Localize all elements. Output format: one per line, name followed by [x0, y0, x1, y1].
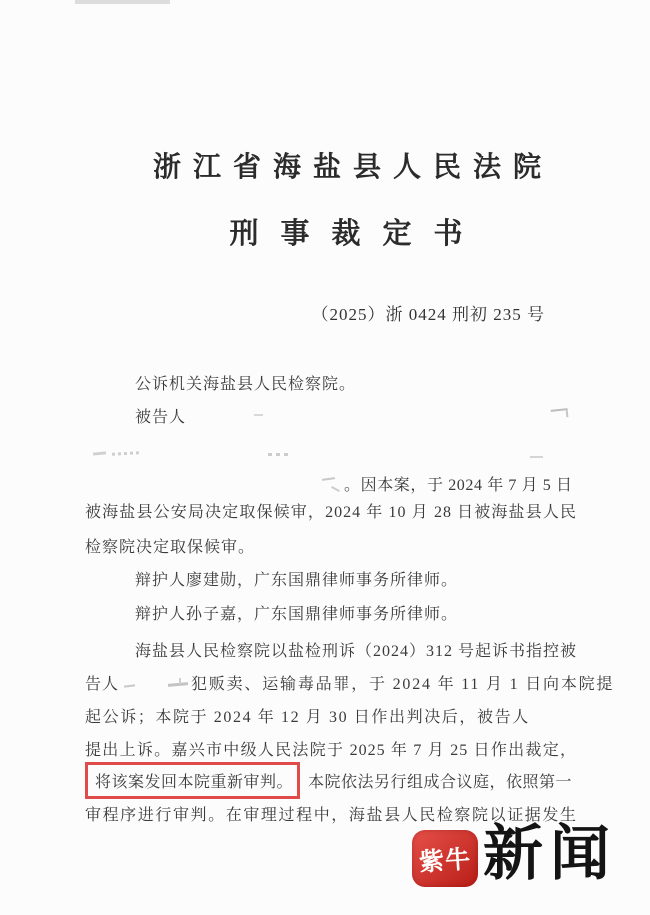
paragraph-defender-1: 辩护人廖建勋，广东国鼎律师事务所律师。: [135, 572, 459, 589]
ziniu-logo-icon-text: 紫牛: [418, 845, 473, 877]
paragraph-closing: 审程序进行审判。在审理过程中，海盐县人民检察院以证据发生: [85, 807, 577, 824]
scan-artifact: [331, 486, 340, 492]
scan-artifact: [75, 0, 170, 4]
paragraph-indictment-1: 海盐县人民检察院以盐检刑诉（2024）312 号起诉书指控被: [135, 643, 578, 660]
paragraph-case-intro: 。因本案，于 2024 年 7 月 5 日: [344, 477, 573, 494]
paragraph-indictment-4: 提出上诉。嘉兴市中级人民法院于 2025 年 7 月 25 日作出裁定，: [85, 742, 577, 759]
paragraph-defender-2: 辩护人孙子嘉，广东国鼎律师事务所律师。: [135, 606, 459, 623]
scan-artifact: [93, 451, 106, 455]
document-type-title: 刑事裁定书: [229, 218, 485, 250]
paragraph-bail-line2: 检察院决定取保候审。: [85, 539, 256, 556]
indictment-2-prefix: 告人: [85, 676, 120, 693]
scan-artifact: [268, 453, 290, 456]
scan-artifact: [551, 408, 569, 419]
redacted-name-gap: [119, 675, 191, 689]
scan-artifact: [322, 477, 335, 481]
paragraph-prosecutor: 公诉机关海盐县人民检察院。: [135, 376, 357, 393]
case-number: （2025）浙 0424 刑初 235 号: [311, 305, 545, 324]
scan-artifact: [530, 456, 543, 458]
scan-artifact: [112, 451, 139, 455]
ziniu-logo-icon: [412, 830, 478, 887]
paragraph-remand-line: [85, 762, 572, 799]
ziniu-wordmark: 新闻: [483, 821, 617, 887]
paragraph-bail-line1: 被海盐县公安局决定取保候审，2024 年 10 月 28 日被海盐县人民: [85, 504, 577, 521]
paragraph-defendant-label: 被告人: [135, 409, 187, 426]
paragraph-indictment-3: 起公诉；本院于 2024 年 12 月 30 日作出判决后，被告人: [85, 709, 530, 726]
ziniu-news-watermark: [412, 821, 617, 887]
indictment-2-suffix: 犯贩卖、运输毒品罪，于 2024 年 11 月 1 日向本院提: [191, 676, 615, 693]
scan-artifact: [254, 414, 263, 416]
red-highlight-box: 将该案发回本院重新审判。: [85, 762, 300, 799]
court-name-title: 浙江省海盐县人民法院: [152, 152, 553, 183]
paragraph-indictment-2: [85, 672, 615, 698]
after-highlight-text: 本院依法另行组成合议庭，依照第一: [308, 774, 573, 791]
